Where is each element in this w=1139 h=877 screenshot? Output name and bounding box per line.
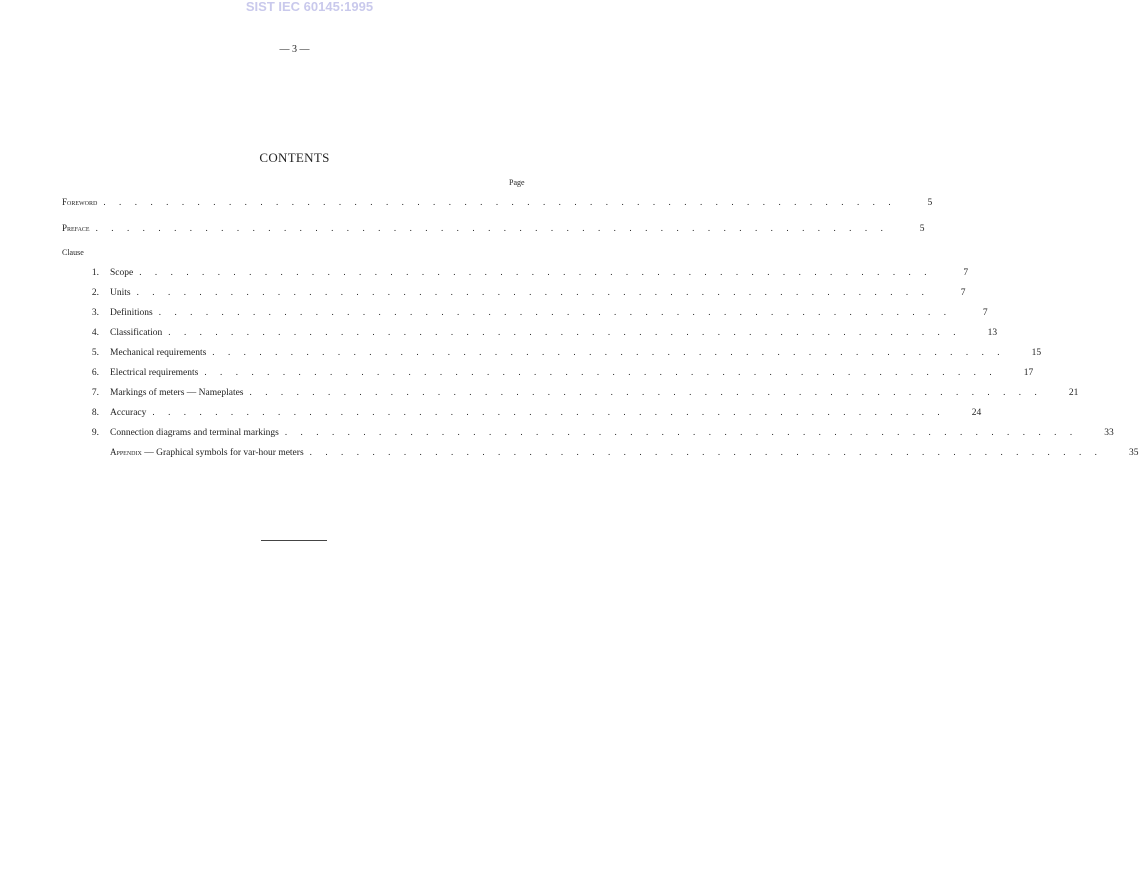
leader-dots: . . . . . . . . . . . . . . . . . . . . . . . . . . . . . . . . . . . . . . . . . . . . . . . . . . .	[309, 447, 1103, 457]
toc-entry-label: Units	[110, 288, 131, 298]
clause-number: 1.	[91, 268, 99, 278]
toc-entry-label: Classification	[110, 328, 163, 338]
leader-dots: . . . . . . . . . . . . . . . . . . . . . . . . . . . . . . . . . . . . . . . . . . . . . . . . . . .	[139, 267, 933, 277]
toc-page: 13	[987, 328, 998, 338]
toc-entry-appendix[interactable]	[62, 446, 1139, 458]
toc-page: 35	[1129, 448, 1139, 458]
appendix-label: Appendix	[110, 447, 142, 457]
toc-page: 5	[927, 198, 933, 208]
leader-dots: . . . . . . . . . . . . . . . . . . . . . . . . . . . . . . . . . . . . . . . . . . . . . . . . . . .	[136, 287, 930, 297]
watermark: SIST IEC 60145:1995	[245, 0, 374, 14]
toc-entry-label: Mechanical requirements	[110, 348, 207, 358]
leader-dots: . . . . . . . . . . . . . . . . . . . . . . . . . . . . . . . . . . . . . . . . . . . . . . . . . . .	[95, 223, 889, 233]
leader-dots: . . . . . . . . . . . . . . . . . . . . . . . . . . . . . . . . . . . . . . . . . . . . . . . . . . .	[212, 347, 1006, 357]
leader-dots: . . . . . . . . . . . . . . . . . . . . . . . . . . . . . . . . . . . . . . . . . . . . . . . . . . .	[168, 327, 962, 337]
leader-dots: . . . . . . . . . . . . . . . . . . . . . . . . . . . . . . . . . . . . . . . . . . . . . . . . . . .	[204, 367, 998, 377]
toc-entry-label: Markings of meters — Nameplates	[110, 388, 244, 398]
toc-entry-clause-3[interactable]	[62, 306, 988, 318]
toc-page: 24	[971, 408, 982, 418]
toc-entry-label: Preface	[62, 223, 90, 233]
toc-entry-label: — Graphical symbols for var-hour meters	[144, 448, 304, 458]
clause-number: 8.	[91, 408, 99, 418]
page-number: — 3 —	[279, 44, 310, 55]
toc-entry-clause-6[interactable]	[62, 366, 1034, 378]
toc-entry-clause-1[interactable]	[62, 266, 969, 278]
divider	[261, 540, 327, 541]
toc-entry-label: Connection diagrams and terminal markings	[110, 428, 279, 438]
clause-number: 2.	[91, 288, 99, 298]
toc-entry-label: Accuracy	[110, 408, 147, 418]
toc-page: 7	[960, 288, 966, 298]
clause-number: 7.	[91, 388, 99, 398]
toc-entry-clause-4[interactable]	[62, 326, 998, 338]
toc-entry-label: Foreword	[62, 197, 98, 207]
leader-dots: . . . . . . . . . . . . . . . . . . . . . . . . . . . . . . . . . . . . . . . . . . . . . . . . . . .	[103, 197, 897, 207]
toc-page: 21	[1068, 388, 1079, 398]
leader-dots: . . . . . . . . . . . . . . . . . . . . . . . . . . . . . . . . . . . . . . . . . . . . . . . . . . .	[284, 427, 1078, 437]
clause-number: 9.	[91, 428, 99, 438]
clause-number: 5.	[91, 348, 99, 358]
leader-dots: . . . . . . . . . . . . . . . . . . . . . . . . . . . . . . . . . . . . . . . . . . . . . . . . . . .	[152, 407, 946, 417]
toc-entry-foreword[interactable]	[62, 196, 933, 208]
clause-number: 3.	[91, 308, 99, 318]
toc-page: 5	[919, 224, 925, 234]
toc-entry-clause-2[interactable]	[62, 286, 966, 298]
toc-entry-clause-5[interactable]	[62, 346, 1042, 358]
toc-entry-clause-8[interactable]	[62, 406, 982, 418]
leader-dots: . . . . . . . . . . . . . . . . . . . . . . . . . . . . . . . . . . . . . . . . . . . . . . . . . . .	[158, 307, 952, 317]
toc-entry-label: Scope	[110, 268, 134, 278]
toc-page: 33	[1104, 428, 1114, 438]
clause-number: 6.	[91, 368, 99, 378]
toc-entry-clause-9[interactable]	[62, 426, 1114, 438]
page-title: CONTENTS	[259, 150, 330, 165]
page-column-header: Page	[509, 178, 525, 187]
toc-entry-preface[interactable]	[62, 222, 925, 234]
leader-dots: . . . . . . . . . . . . . . . . . . . . . . . . . . . . . . . . . . . . . . . . . . . . . . . . . . .	[249, 387, 1043, 397]
clause-label: Clause	[62, 248, 84, 257]
toc-entry-clause-7[interactable]	[62, 386, 1079, 398]
toc-page: 7	[963, 268, 969, 278]
toc-page: 17	[1023, 368, 1034, 378]
toc-page: 15	[1031, 348, 1042, 358]
toc-entry-label: Electrical requirements	[110, 368, 199, 378]
clause-number: 4.	[91, 328, 99, 338]
toc-page: 7	[982, 308, 988, 318]
toc-entry-label: Definitions	[110, 308, 153, 318]
